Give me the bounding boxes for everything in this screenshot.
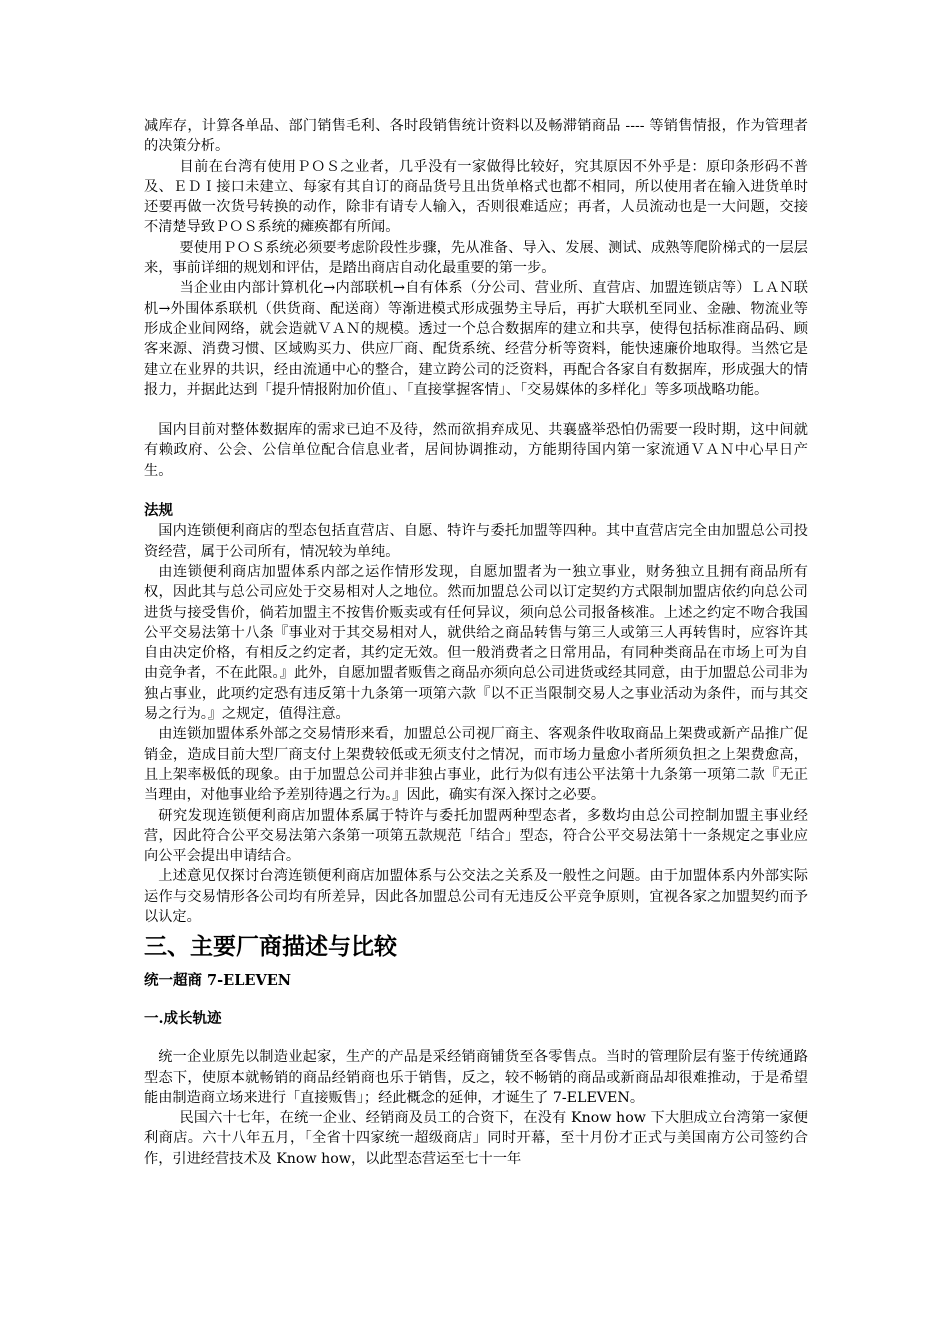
paragraph: 要使用ＰＯＳ系统必须要考虑阶段性步骤，先从准备、导入、发展、测试、成熟等爬阶梯式的一层层来，事前详细的规划和评估，是踏出商店自动化最重要的第一步。 [144,239,808,277]
paragraph: 民国六十七年，在统一企业、经销商及员工的合资下，在没有 Know how 下大胆成立台湾第一家便利商店。六十八年五月，「全省十四家统一超级商店」同时开幕，至十月份才正式与美国南方公司签约合作，引进经营技术及 Know how，以此型态营运至七十一年 [144,1110,808,1167]
paragraph: 减库存，计算各单品、部门销售毛利、各时段销售统计资料以及畅滞销商品 ---- 等销售情报，作为管理者的决策分析。 [144,118,808,155]
spacer [144,400,808,420]
paragraph: 国内连锁便利商店的型态包括直营店、自愿、特许与委托加盟等四种。其中直营店完全由加盟总公司投资经营，属于公司所有，情况较为单纯。 [144,523,808,560]
law-heading: 法规 [144,502,173,520]
paragraph: 由连锁加盟体系外部之交易情形来看，加盟总公司视厂商主、客观条件收取商品上架费或新产品推广促销金，造成目前大型厂商支付上架费较低或无须支付之情况，而市场力量愈小者所须负担之上架费愈高，且上架率极低的现象。由于加盟总公司并非独占事业，此行为似有违公平法第十九条第一项第二款『无正当理由，对他事业给予差别待遇之行为。』因此，确实有深入探讨之必要。 [144,726,808,804]
document-page [144,116,808,1169]
paragraph: 目前在台湾有使用ＰＯＳ之业者，几乎没有一家做得比较好，究其原因不外乎是：原印条形码不普及、ＥＤＩ接口未建立、每家有其自订的商品货号且出货单格式也都不相同，所以使用者在输入进货单时还要再做一次货号转换的动作，除非有请专人输入，否则很难适应；再者，人员流动也是一大问题，交接不清楚导致ＰＯＳ系统的瘫痪都有所闻。 [144,158,808,236]
paragraph: 研究发现连锁便利商店加盟体系属于特许与委托加盟两种型态者，多数均由总公司控制加盟主事业经营，因此符合公平交易法第六条第一项第五款规范「结合」型态，符合公平交易法第十一条规定之事业应向公平会提出申请结合。 [144,807,808,865]
subsection-heading: 一.成长轨迹 [144,1010,222,1028]
company-heading: 统一超商 7-ELEVEN [144,972,292,990]
paragraph: 统一企业原先以制造业起家，生产的产品是采经销商铺货至各零售点。当时的管理阶层有鉴于传统通路型态下，使原本就畅销的商品经销商也乐于销售，反之，较不畅销的商品或新商品却很难推动，于是希望能由制造商立场来进行「直接贩售」；经此概念的延伸，才诞生了 7-ELEVEN。 [144,1049,808,1106]
paragraph: 国内目前对整体数据库的需求已迫不及待，然而欲捐弃成见、共襄盛举恐怕仍需要一段时期，这中间就有赖政府、公会、公信单位配合信息业者，居间协调推动，方能期待国内第一家流通ＶＡＮ中心早日产生。 [144,422,808,479]
paragraph: 上述意见仅探讨台湾连锁便利商店加盟体系与公交法之关系及一般性之问题。由于加盟体系内外部实际运作与交易情形各公司均有所差异，因此各加盟总公司有无违反公平竞争原则，宜视各家之加盟契约而予以认定。 [144,868,808,925]
paragraph: 当企业由内部计算机化→内部联机→自有体系（分公司、营业所、直营店、加盟连锁店等）ＬＡＮ联机→外围体系联机（供货商、配送商）等渐进模式形成强势主导后，再扩大联机至同业、金融、物流业等形成企业间网络，就会造就ＶＡＮ的规模。透过一个总合数据库的建立和共享，使得包括标准商品码、顾客来源、消费习惯、区域购买力、供应厂商、配货系统、经营分析等资料，能快速廉价地取得。当然它是建立在业界的共识，经由流通中心的整合，建立跨公司的泛资料，再配合各家自有数据库，形成强大的情报力，并据此达到「提升情报附加价值」、「直接掌握客情」、「交易媒体的多样化」等多项战略功能。 [144,280,808,398]
section-heading: 三、主要厂商描述与比较 [144,934,397,961]
spacer [144,481,808,501]
paragraph: 由连锁便利商店加盟体系内部之运作情形发现，自愿加盟者为一独立事业，财务独立且拥有商品所有权，因此其与总公司应处于交易相对人之地位。然而加盟总公司以订定契约方式限制加盟店依约向总公司进货与接受售价，倘若加盟主不按售价贩卖或有任何异议，须向总公司报备核准。上述之约定不吻合我国公平交易法第十八条『事业对于其交易相对人，就供给之商品转售与第三人或第三人再转售时，应容许其自由决定价格，有相反之约定者，其约定无效。但一般消费者之日常用品，有同种类商品在市场上可为自由竞争者，不在此限。』此外，自愿加盟者贩售之商品亦须向总公司进货或经其同意，由于加盟总公司非为独占事业，此项约定恐有违反第十九条第一项第六款『以不正当限制交易人之事业活动为条件，而与其交易之行为。』之规定，值得注意。 [144,563,808,723]
